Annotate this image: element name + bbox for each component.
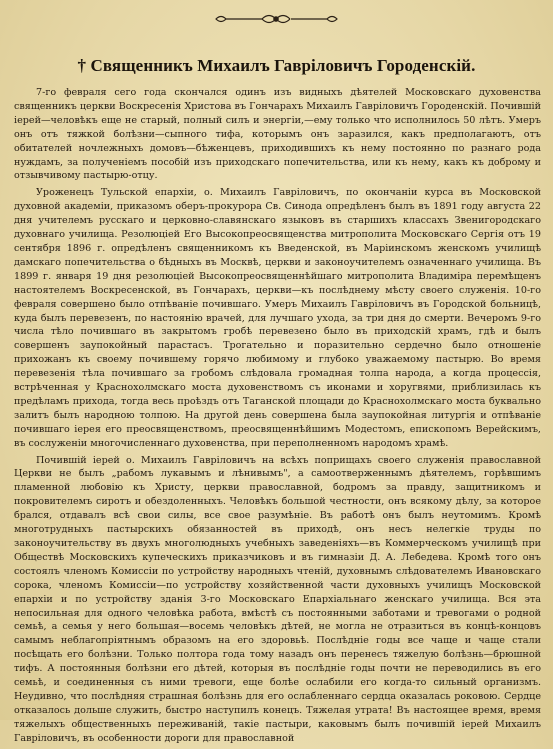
paragraph-1: 7-го февраля сего года скончался одинъ изъ видныхъ дѣятелей Московскаго духовенства священникъ церкви Воскресенія Христова въ Гончарахъ Михаилъ Гавріловичъ Городенскій. Почившій іерей—человѣкъ еще не старый, полный силъ и энергіи,—ему только что исполнилось 50 лѣтъ. Умеръ онъ отъ тяжкой болѣзни—сыпного тифа, которымъ онъ заразился, какъ предполагаютъ, отъ обитателей ночлежныхъ домовъ—бѣженцевъ, приходившихъ къ нему постоянно по разнаго рода нуждамъ, за полученіемъ пособій изъ приходскаго попечительства, или къ нему, какъ къ доброму и отзывчивому пастырю-отцу. (14, 87, 541, 182)
article-body (14, 86, 541, 749)
paragraph-2: Уроженецъ Тульской епархіи, о. Михаилъ Гавріловичъ, по окончаніи курса въ Московской духовной академіи, приказомъ оберъ-прокурора Св. Синода опредѣленъ былъ въ 1891 году августа 22 дня учителемъ русскаго и церковно-славянскаго языковъ въ старшихъ классахъ Звенигородскаго духовнаго училища. Резолюціей Его Высокопреосвященства митрополита Московскаго Сергія отъ 19 сентября 1896 г. опредѣленъ священникомъ къ Введенской, въ Маріинскомъ женскомъ училищѣ дамскаго попечительства о бѣдныхъ въ Москвѣ, церкви и законоучителемъ означеннаго училища. Въ 1899 г. января 19 дня резолюціей Высокопреосвященнѣйшаго митрополита Владиміра перемѣщенъ настоятелемъ Воскресенской, въ Гончарахъ, церкви—къ послѣднему мѣсту своего служенія. 10-го февраля совершено было отпѣваніе почившаго. Умеръ Михаилъ Гавріловичъ въ Городской больницѣ, куда былъ перевезенъ, по настоянію врачей, для лучшаго ухода, за три дня до смерти. Вечеромъ 9-го числа тѣло почившаго въ закрытомъ гробѣ перевезено было въ приходскій храмъ, гдѣ и былъ совершенъ заупокойный парастасъ. Трогательно и поразительно сердечно было отношеніе прихожанъ къ своему почившему горячо любимому и глубоко уважаемому пастырю. Во время перевезенія тѣла почившаго за гробомъ слѣдовала громадная толпа народа, а когда процессія, встрѣченная у Краснохолмскаго моста духовенствомъ съ иконами и хоругвями, приблизилась къ предѣламъ прихода, тогда весь проѣздъ отъ Таганской площади до Краснохолмскаго моста буквально залитъ былъ народною толпою. На другой день совершена была заупокойная литургія и отпѣваніе почившаго іерея его преосвященствомъ, преосвященнѣйшимъ Модестомъ, епископомъ Верейскимъ, въ сослуженіи многочисленнаго духовенства, при переполненномъ народомъ храмѣ. (14, 187, 541, 449)
article-title: † Священникъ Михаилъ Гавріловичъ Городенскій. (77, 56, 476, 75)
paragraph-3: Почившій іерей о. Михаилъ Гавріловичъ на всѣхъ поприщахъ своего служенія православной Церкви не былъ „рабомъ лукавымъ и лѣнивымъ", а самоотверженнымъ дѣятелемъ, горѣвшимъ пламенной любовію къ Христу, церкви православной, бодромъ за правду, защитникомъ и покровителемъ сиротъ и обездоленныхъ. Человѣкъ большой честности, онъ всякому дѣлу, за которое брался, отдавалъ всѣ свои силы, все свое разумѣніе. Въ работѣ онъ былъ неутомимъ. Кромѣ многотрудныхъ пастырскихъ обязанностей въ приходѣ, онъ несъ нелегкіе труды по законоучительству въ двухъ многолюдныхъ учебныхъ заведеніяхъ—въ Коммерческомъ училищѣ при Обществѣ Московскихъ купеческихъ приказчиковъ и въ гимназіи Д. А. Лебедева. Кромѣ того онъ состоялъ членомъ Комиссіи по устройству народныхъ чтеній, духовнымъ слѣдователемъ Ивановскаго сорока, членомъ Комиссіи—по устройству хозяйственной части духовныхъ училищъ Московской епархіи и по устройству зданія 3-го Московскаго Епархіальнаго женскаго училища. Вся эта непосильная для одного человѣка работа, вмѣстѣ съ постоянными заботами и тревогами о родной семьѣ, а семья у него большая—восемь человѣкъ дѣтей, не могла не отразиться въ концѣ-концовъ самымъ неблагопріятнымъ образомъ на его здоровьѣ. Послѣдніе годы все чаще и чаще стали посѣщать его болѣзни. Только полтора года тому назадъ онъ перенесъ тяжелую болѣзнь—брюшной тифъ. А постоянныя болѣзни его дѣтей, которыя въ послѣдніе годы почти не переводились въ его семьѣ, и соединенныя съ ними тревоги, еще болѣе ослабили его когда-то сильный организмъ. Неудивно, что послѣдняя страшная болѣзнь для его ослабленнаго сердца оказалась роковою. Сердце отказалось дольше служить, быстро наступилъ конецъ. Тяжелая утрата! Въ настоящее время, время тяжелыхъ общественныхъ переживаній, такіе пастыри, каковымъ былъ почившій іерей Михаилъ Гавріловичъ, въ особенности дороги для православной (14, 454, 541, 744)
header-ornament (0, 8, 553, 30)
